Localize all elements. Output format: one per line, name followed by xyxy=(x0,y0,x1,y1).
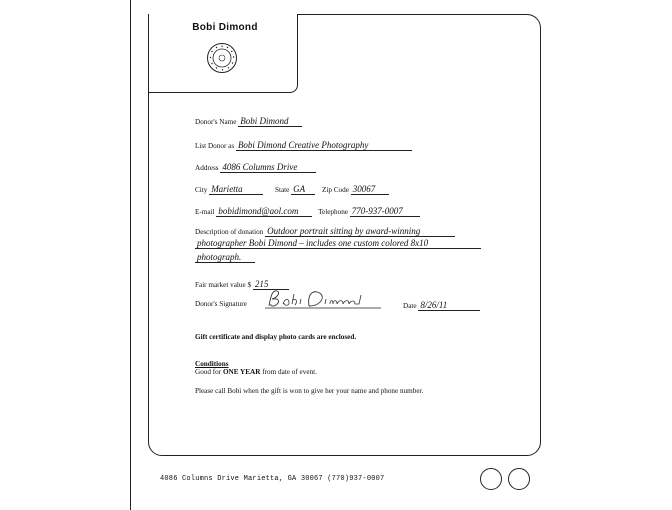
donor-name-value: Bobi Dimond xyxy=(238,116,302,127)
footer-circle-right xyxy=(508,468,530,490)
email-value: bobidimond@aol.com xyxy=(216,206,312,217)
date-row xyxy=(403,300,480,311)
donor-name-label: Donor's Name xyxy=(195,118,237,126)
description-row-3 xyxy=(195,252,255,263)
footer-circle-left xyxy=(480,468,502,490)
email-label: E-mail xyxy=(195,208,215,216)
state-value: GA xyxy=(291,184,315,195)
list-donor-row xyxy=(195,140,412,151)
date-value: 8/26/11 xyxy=(418,300,480,311)
fmv-label: Fair market value $ xyxy=(195,281,252,289)
address-label: Address xyxy=(195,164,219,172)
zip-value: 30067 xyxy=(351,184,389,195)
city-value: Marietta xyxy=(209,184,263,195)
camera-seal-icon xyxy=(206,42,238,74)
donor-name-row xyxy=(195,116,302,127)
condition-bold: ONE YEAR xyxy=(222,368,261,376)
address-row xyxy=(195,162,316,173)
description-row-2 xyxy=(195,238,481,249)
signature-label: Donor's Signature xyxy=(195,300,247,308)
conditions-heading: Conditions xyxy=(195,360,229,368)
signature-row xyxy=(195,300,247,308)
letterhead-name: Bobi Dimond xyxy=(192,22,258,33)
description-label: Description of donation xyxy=(195,228,264,236)
footer-address: 4086 Columns Drive Marietta, GA 30067 (770)937-0007 xyxy=(160,475,385,483)
description-row xyxy=(195,226,455,237)
fmv-value: 215 xyxy=(253,279,289,290)
city-row xyxy=(195,184,389,195)
email-row xyxy=(195,206,420,217)
condition-line xyxy=(195,368,317,376)
list-donor-label: List Donor as xyxy=(195,142,235,150)
telephone-value: 770-937-0007 xyxy=(350,206,420,217)
city-label: City xyxy=(195,186,208,194)
telephone-label: Telephone xyxy=(318,208,348,216)
enclosed-note: Gift certificate and display photo cards are enclosed. xyxy=(195,333,357,341)
description-line-1: Outdoor portrait sitting by award-winning xyxy=(265,226,455,237)
description-line-2: photographer Bobi Dimond – includes one custom colored 8x10 xyxy=(195,238,481,249)
state-label: State xyxy=(274,186,290,194)
description-line-3: photograph. xyxy=(195,252,255,263)
zip-label: Zip Code xyxy=(321,186,349,194)
condition-prefix: Good for xyxy=(195,368,223,376)
date-label: Date xyxy=(403,302,417,310)
address-value: 4086 Columns Drive xyxy=(220,162,316,173)
list-donor-value: Bobi Dimond Creative Photography xyxy=(236,140,412,151)
call-note: Please call Bobi when the gift is won to give her your name and phone number. xyxy=(195,387,424,395)
condition-suffix: from date of event. xyxy=(260,368,317,376)
donor-signature xyxy=(263,286,381,310)
